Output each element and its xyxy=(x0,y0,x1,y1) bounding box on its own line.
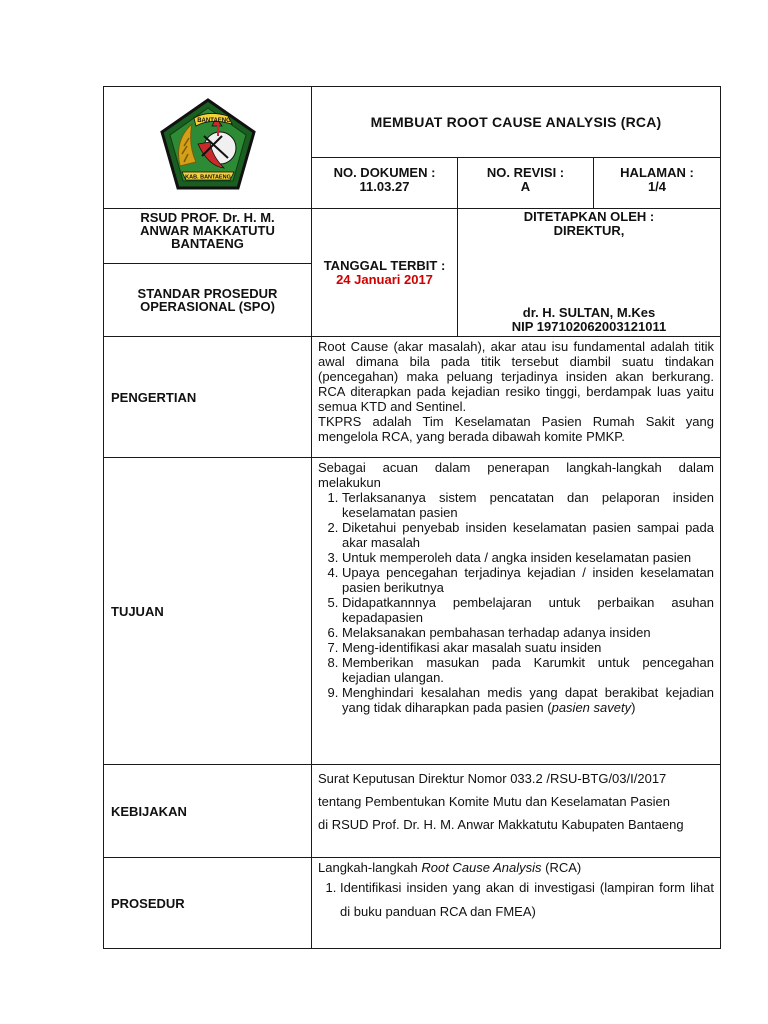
kebijakan-line-2: tentang Pembentukan Komite Mutu dan Keselamatan Pasien xyxy=(318,794,670,809)
signer-nip: NIP 197102062003121011 xyxy=(511,319,667,334)
no-revisi-cell xyxy=(458,158,594,209)
no-revisi-value: A xyxy=(520,179,531,194)
kebijakan-content xyxy=(312,765,721,858)
no-dokumen-label: NO. DOKUMEN : xyxy=(333,165,436,180)
spo-table xyxy=(103,86,721,949)
direktur-label: DIREKTUR, xyxy=(553,223,625,238)
tanggal-terbit-cell xyxy=(312,209,458,337)
prosedur-intro-italic: Root Cause Analysis xyxy=(421,860,542,875)
halaman-cell xyxy=(594,158,721,209)
kebijakan-label: KEBIJAKAN xyxy=(104,765,312,858)
tujuan-item-6: 6. Melaksanakan pembahasan terhadap adanya insiden xyxy=(342,625,714,640)
pengertian-paragraph-1: Root Cause (akar masalah), akar atau isu fundamental adalah titik awal dimana bila pada titik tersebut diambil suatu tindakan (pencegahan) maka peluang terjadinya insiden akan berkurang. RCA diterapkan pada kejadian resiko tinggi, berdampak luas yaitu semua KTD and Sentinel. xyxy=(318,339,714,414)
logo-top-text: BANTAENG xyxy=(196,118,231,124)
signature-block xyxy=(458,306,720,334)
logo-bottom-text: KAB. BANTAENG xyxy=(184,174,231,181)
ditetapkan-cell xyxy=(458,209,721,337)
tujuan-item-9-end: ) xyxy=(631,700,636,715)
prosedur-item-1: 1. Identifikasi insiden yang akan di investigasi (lampiran form lihat di buku panduan RCA dan FMEA) xyxy=(340,876,714,924)
hospital-name-cell xyxy=(104,209,312,264)
tanggal-terbit-label: TANGGAL TERBIT : xyxy=(323,257,446,273)
ditetapkan-label: DITETAPKAN OLEH : xyxy=(523,209,655,224)
pengertian-content xyxy=(312,337,721,458)
hospital-name-line1: RSUD PROF. Dr. H. M. xyxy=(140,210,275,225)
kebijakan-line-3: di RSUD Prof. Dr. H. M. Anwar Makkatutu Kabupaten Bantaeng xyxy=(318,817,684,832)
tanggal-terbit-value: 24 Januari 2017 xyxy=(336,271,433,287)
tujuan-item-2: 2. Diketahui penyebab insiden keselamatan pasien sampai pada akar masalah xyxy=(342,520,714,550)
tujuan-item-9-text: Menghindari kesalahan medis yang dapat berakibat kejadian yang tidak diharapkan pada pasien ( xyxy=(342,685,714,715)
hospital-name-line2: ANWAR MAKKATUTU xyxy=(140,223,275,238)
pengertian-paragraph-2: TKPRS adalah Tim Keselamatan Pasien Rumah Sakit yang mengelola RCA, yang berada dibawah komite PMKP. xyxy=(318,414,714,444)
no-dokumen-cell xyxy=(312,158,458,209)
prosedur-label: PROSEDUR xyxy=(104,858,312,949)
kebijakan-line-1: Surat Keputusan Direktur Nomor 033.2 /RSU-BTG/03/I/2017 xyxy=(318,771,667,786)
logo-cell xyxy=(104,87,312,209)
bantaeng-logo xyxy=(158,96,258,194)
tujuan-item-9-italic: pasien savety xyxy=(551,700,632,715)
tujuan-item-8: 8. Memberikan masukan pada Karumkit untuk pencegahan kejadian ulangan. xyxy=(342,655,714,685)
signer-name: dr. H. SULTAN, M.Kes xyxy=(522,305,656,320)
no-dokumen-value: 11.03.27 xyxy=(359,179,410,194)
tujuan-item-7: 7. Meng-identifikasi akar masalah suatu insiden xyxy=(342,640,714,655)
tujuan-content xyxy=(312,458,721,765)
prosedur-intro xyxy=(318,860,714,876)
tujuan-label: TUJUAN xyxy=(104,458,312,765)
spo-title-line1: STANDAR PROSEDUR xyxy=(137,286,278,301)
no-revisi-label: NO. REVISI : xyxy=(486,165,565,180)
tujuan-item-5: 5. Didapatkannnya pembelajaran untuk perbaikan asuhan kepadapasien xyxy=(342,595,714,625)
halaman-value: 1/4 xyxy=(647,179,667,194)
document-title: MEMBUAT ROOT CAUSE ANALYSIS (RCA) xyxy=(312,87,721,158)
tujuan-item-1: 1. Terlaksananya sistem pencatatan dan pelaporan insiden keselamatan pasien xyxy=(342,490,714,520)
prosedur-content xyxy=(312,858,721,949)
tujuan-item-4: 4. Upaya pencegahan terjadinya kejadian / insiden keselamatan pasien berikutnya xyxy=(342,565,714,595)
halaman-label: HALAMAN : xyxy=(620,165,694,180)
spo-title-line2: OPERASIONAL (SPO) xyxy=(140,299,275,314)
tujuan-item-3: 3. Untuk memperoleh data / angka insiden keselamatan pasien xyxy=(342,550,714,565)
prosedur-intro-prefix: Langkah-langkah xyxy=(318,860,422,875)
tujuan-intro: Sebagai acuan dalam penerapan langkah-langkah dalam melakukun xyxy=(318,460,714,490)
spo-title-cell xyxy=(104,264,312,337)
tujuan-item-9 xyxy=(342,685,714,715)
pengertian-label: PENGERTIAN xyxy=(104,337,312,458)
prosedur-list xyxy=(318,876,714,924)
hospital-name-line3: BANTAENG xyxy=(171,236,244,251)
tujuan-list xyxy=(318,490,714,715)
spo-document xyxy=(103,86,720,949)
prosedur-intro-suffix: (RCA) xyxy=(541,860,582,875)
